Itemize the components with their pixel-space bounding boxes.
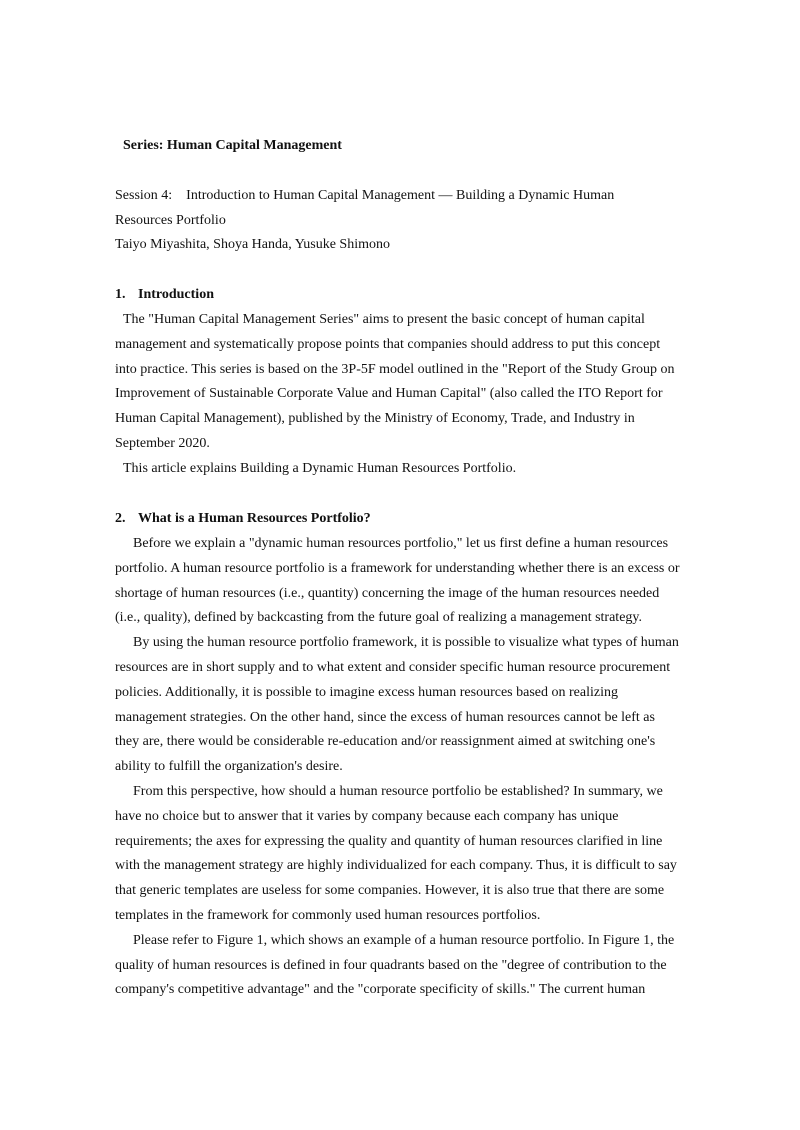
paragraph-line: shortage of human resources (i.e., quantity) concerning the image of the human resources needed	[115, 585, 660, 601]
paragraph-line: resources are in short supply and to what extent and consider specific human resource procurement	[115, 659, 671, 675]
section-2-heading	[115, 509, 371, 529]
paragraph-line: requirements; the axes for expressing the quality and quantity of human resources clarified in line	[115, 833, 663, 849]
session-header	[115, 184, 695, 258]
paragraph-line: quality of human resources is defined in four quadrants based on the "degree of contribution to the	[115, 957, 667, 973]
section-1-number: 1.	[115, 287, 126, 302]
paragraph-line: portfolio. A human resource portfolio is a framework for understanding whether there is an excess or	[115, 560, 680, 576]
paragraph-line: Human Capital Management), published by the Ministry of Economy, Trade, and Industry in	[115, 411, 635, 427]
paragraph-line: into practice. This series is based on the 3P-5F model outlined in the "Report of the Study Group on	[115, 361, 675, 377]
paragraph-line: they are, there would be considerable re-education and/or reassignment aimed at switching one's	[115, 734, 656, 750]
paragraph-line: From this perspective, how should a human resource portfolio be established? In summary, we	[133, 783, 663, 799]
paragraph-line: company's competitive advantage" and the "corporate specificity of skills." The current human	[115, 982, 646, 998]
paragraph-line: ability to fulfill the organization's desire.	[115, 759, 343, 775]
paragraph-line: that generic templates are useless for some companies. However, it is also true that there are some	[115, 883, 665, 899]
paragraph-line: policies. Additionally, it is possible to imagine excess human resources based on realizing	[115, 684, 618, 700]
session-title-line-1: Session 4: Introduction to Human Capital Management — Building a Dynamic Human	[115, 188, 615, 203]
paragraph-line: Improvement of Sustainable Corporate Value and Human Capital" (also called the ITO Report for	[115, 386, 663, 402]
paragraph-line: The "Human Capital Management Series" aims to present the basic concept of human capital	[123, 312, 645, 327]
paragraph-line: management and systematically propose points that companies should address to put this concept	[115, 336, 661, 352]
section-2-number: 2.	[115, 511, 126, 526]
paragraph-line: This article explains Building a Dynamic Human Resources Portfolio.	[123, 460, 517, 476]
paragraph-line: September 2020.	[115, 435, 210, 451]
section-1-body	[115, 308, 690, 482]
authors: Taiyo Miyashita, Shoya Handa, Yusuke Shimono	[115, 237, 390, 252]
paragraph-line: (i.e., quality), defined by backcasting from the future goal of realizing a management strategy.	[115, 610, 643, 626]
section-1-title: Introduction	[138, 287, 214, 302]
session-title-line-2: Resources Portfolio	[115, 212, 226, 228]
section-2-body	[115, 532, 690, 1003]
paragraph-line: By using the human resource portfolio framework, it is possible to visualize what types of human	[133, 635, 679, 651]
paragraph-line: Before we explain a "dynamic human resources portfolio," let us first define a human resources	[133, 536, 669, 551]
series-title: Series: Human Capital Management	[123, 138, 342, 153]
section-2-title: What is a Human Resources Portfolio?	[138, 511, 371, 526]
paragraph-line: management strategies. On the other hand, since the excess of human resources cannot be left as	[115, 709, 655, 725]
paragraph-line: with the management strategy are highly individualized for each company. Thus, it is difficult to say	[115, 858, 677, 874]
paragraph-line: templates in the framework for commonly used human resources portfolios.	[115, 907, 541, 923]
section-1-heading	[115, 285, 214, 305]
paragraph-line: have no choice but to answer that it varies by company because each company has unique	[115, 808, 619, 824]
paragraph-line: Please refer to Figure 1, which shows an example of a human resource portfolio. In Figure 1, the	[133, 932, 675, 948]
